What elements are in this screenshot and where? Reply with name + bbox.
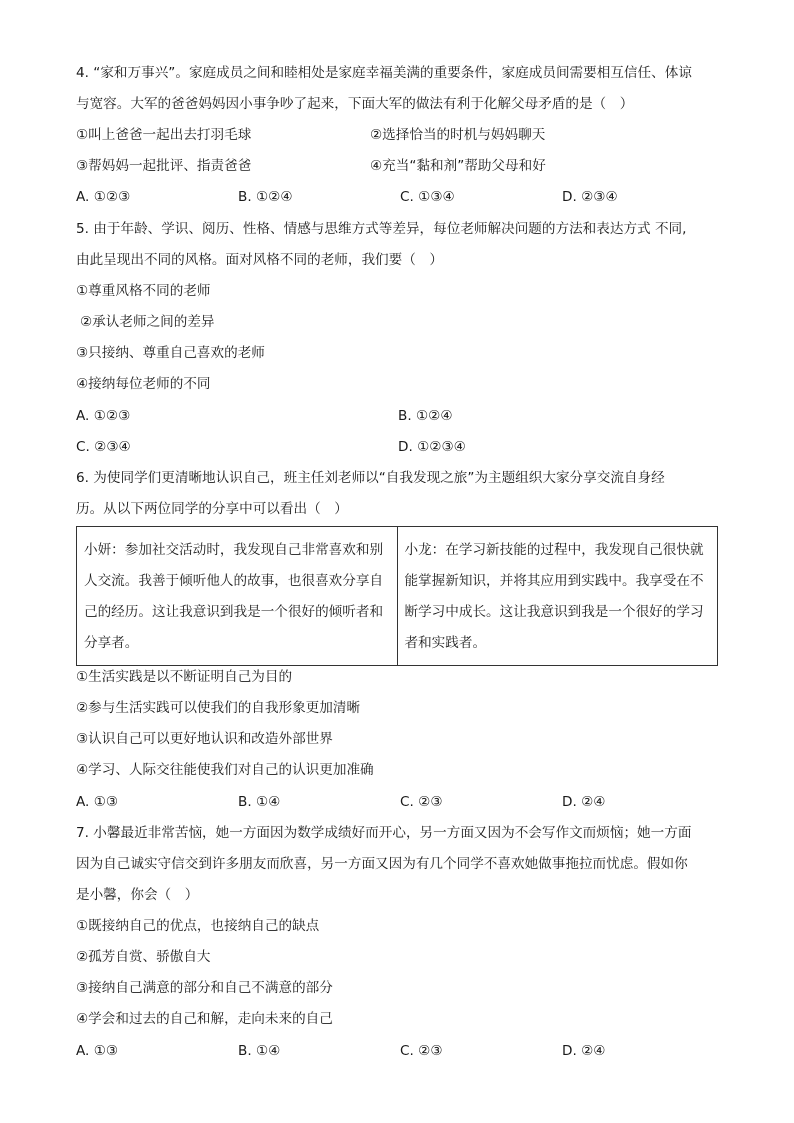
- q4-item-1: ①叫上爸爸一起出去打羽毛球: [76, 127, 252, 143]
- q5-item-4: ④接纳每位老师的不同: [76, 376, 211, 392]
- q7-item-2: ②孤芳自赏、骄傲自大: [76, 949, 211, 965]
- q5-item-1: ①尊重风格不同的老师: [76, 283, 211, 299]
- q5-stem-line1: 5. 由于年龄、学识、阅历、性格、情感与思维方式等差异，每位老师解决问题的方法和表达方式 不同,: [76, 221, 687, 237]
- q7-item-4: ④学会和过去的自己和解，走向未来的自己: [76, 1011, 333, 1027]
- q5-item-3: ③只接纳、尊重自己喜欢的老师: [76, 345, 265, 361]
- q6-option-d: D. ②④: [562, 794, 606, 810]
- q7-stem-line2: 因为自己诚实守信交到许多朋友而欣喜，另一方面又因为有几个同学不喜欢她做事拖拉而忧虑。假如你: [76, 856, 688, 872]
- q5-option-a: A. ①②③: [76, 408, 131, 424]
- q6-sharing-table: [76, 526, 718, 666]
- q7-option-a: A. ①③: [76, 1043, 119, 1059]
- q4-item-4: ④充当“黏和剂”帮助父母和好: [370, 158, 546, 174]
- q6-table-cell-xiaolong: 小龙：在学习新技能的过程中，我发现自己很快就能掌握新知识，并将其应用到实践中。我享受在不断学习中成长。这让我意识到我是一个很好的学习者和实践者。: [397, 527, 718, 666]
- q6-item-4: ④学习、人际交往能使我们对自己的认识更加准确: [76, 762, 374, 778]
- q6-item-2: ②参与生活实践可以使我们的自我形象更加清晰: [76, 700, 361, 716]
- q4-option-d: D. ②③④: [562, 189, 618, 205]
- q7-stem-line1: 7. 小馨最近非常苦恼，她一方面因为数学成绩好而开心，另一方面又因为不会写作文而烦恼；她一方面: [76, 825, 692, 841]
- q6-item-3: ③认识自己可以更好地认识和改造外部世界: [76, 731, 333, 747]
- q7-item-1: ①既接纳自己的优点，也接纳自己的缺点: [76, 918, 320, 934]
- q5-option-d: D. ①②③④: [398, 439, 466, 455]
- q5-option-c: C. ②③④: [76, 439, 131, 455]
- q5-option-b: B. ①②④: [398, 408, 453, 424]
- q4-item-2: ②选择恰当的时机与妈妈聊天: [370, 127, 546, 143]
- q4-item-3: ③帮妈妈一起批评、指责爸爸: [76, 158, 252, 174]
- q6-item-1: ①生活实践是以不断证明自己为目的: [76, 669, 293, 685]
- q6-stem-line1: 6. 为使同学们更清晰地认识自己，班主任刘老师以“自我发现之旅”为主题组织大家分享交流自身经: [76, 470, 665, 486]
- q7-option-d: D. ②④: [562, 1043, 606, 1059]
- q6-option-a: A. ①③: [76, 794, 119, 810]
- q7-option-c: C. ②③: [400, 1043, 443, 1059]
- q6-option-c: C. ②③: [400, 794, 443, 810]
- q4-stem-line1: 4. “家和万事兴”。家庭成员之间和睦相处是家庭幸福美满的重要条件，家庭成员间需要相互信任、体谅: [76, 65, 692, 81]
- q6-option-b: B. ①④: [238, 794, 281, 810]
- q5-item-2: ②承认老师之间的差异: [80, 314, 215, 330]
- q4-option-b: B. ①②④: [238, 189, 293, 205]
- q6-stem-line2: 历。从以下两位同学的分享中可以看出（ ）: [76, 501, 348, 517]
- q7-stem-line3: 是小馨，你会（ ）: [76, 887, 199, 903]
- q6-table-cell-xiaoyan: 小妍：参加社交活动时，我发现自己非常喜欢和别人交流。我善于倾听他人的故事，也很喜欢分享自己的经历。这让我意识到我是一个很好的倾听者和分享者。: [77, 527, 398, 666]
- q4-stem-line2: 与宽容。大军的爸爸妈妈因小事争吵了起来，下面大军的做法有利于化解父母矛盾的是（ ）: [76, 96, 634, 112]
- q4-option-a: A. ①②③: [76, 189, 131, 205]
- q7-item-3: ③接纳自己满意的部分和自己不满意的部分: [76, 980, 333, 996]
- q4-option-c: C. ①③④: [400, 189, 455, 205]
- q5-stem-line2: 由此呈现出不同的风格。面对风格不同的老师，我们要（ ）: [76, 252, 444, 268]
- q7-option-b: B. ①④: [238, 1043, 281, 1059]
